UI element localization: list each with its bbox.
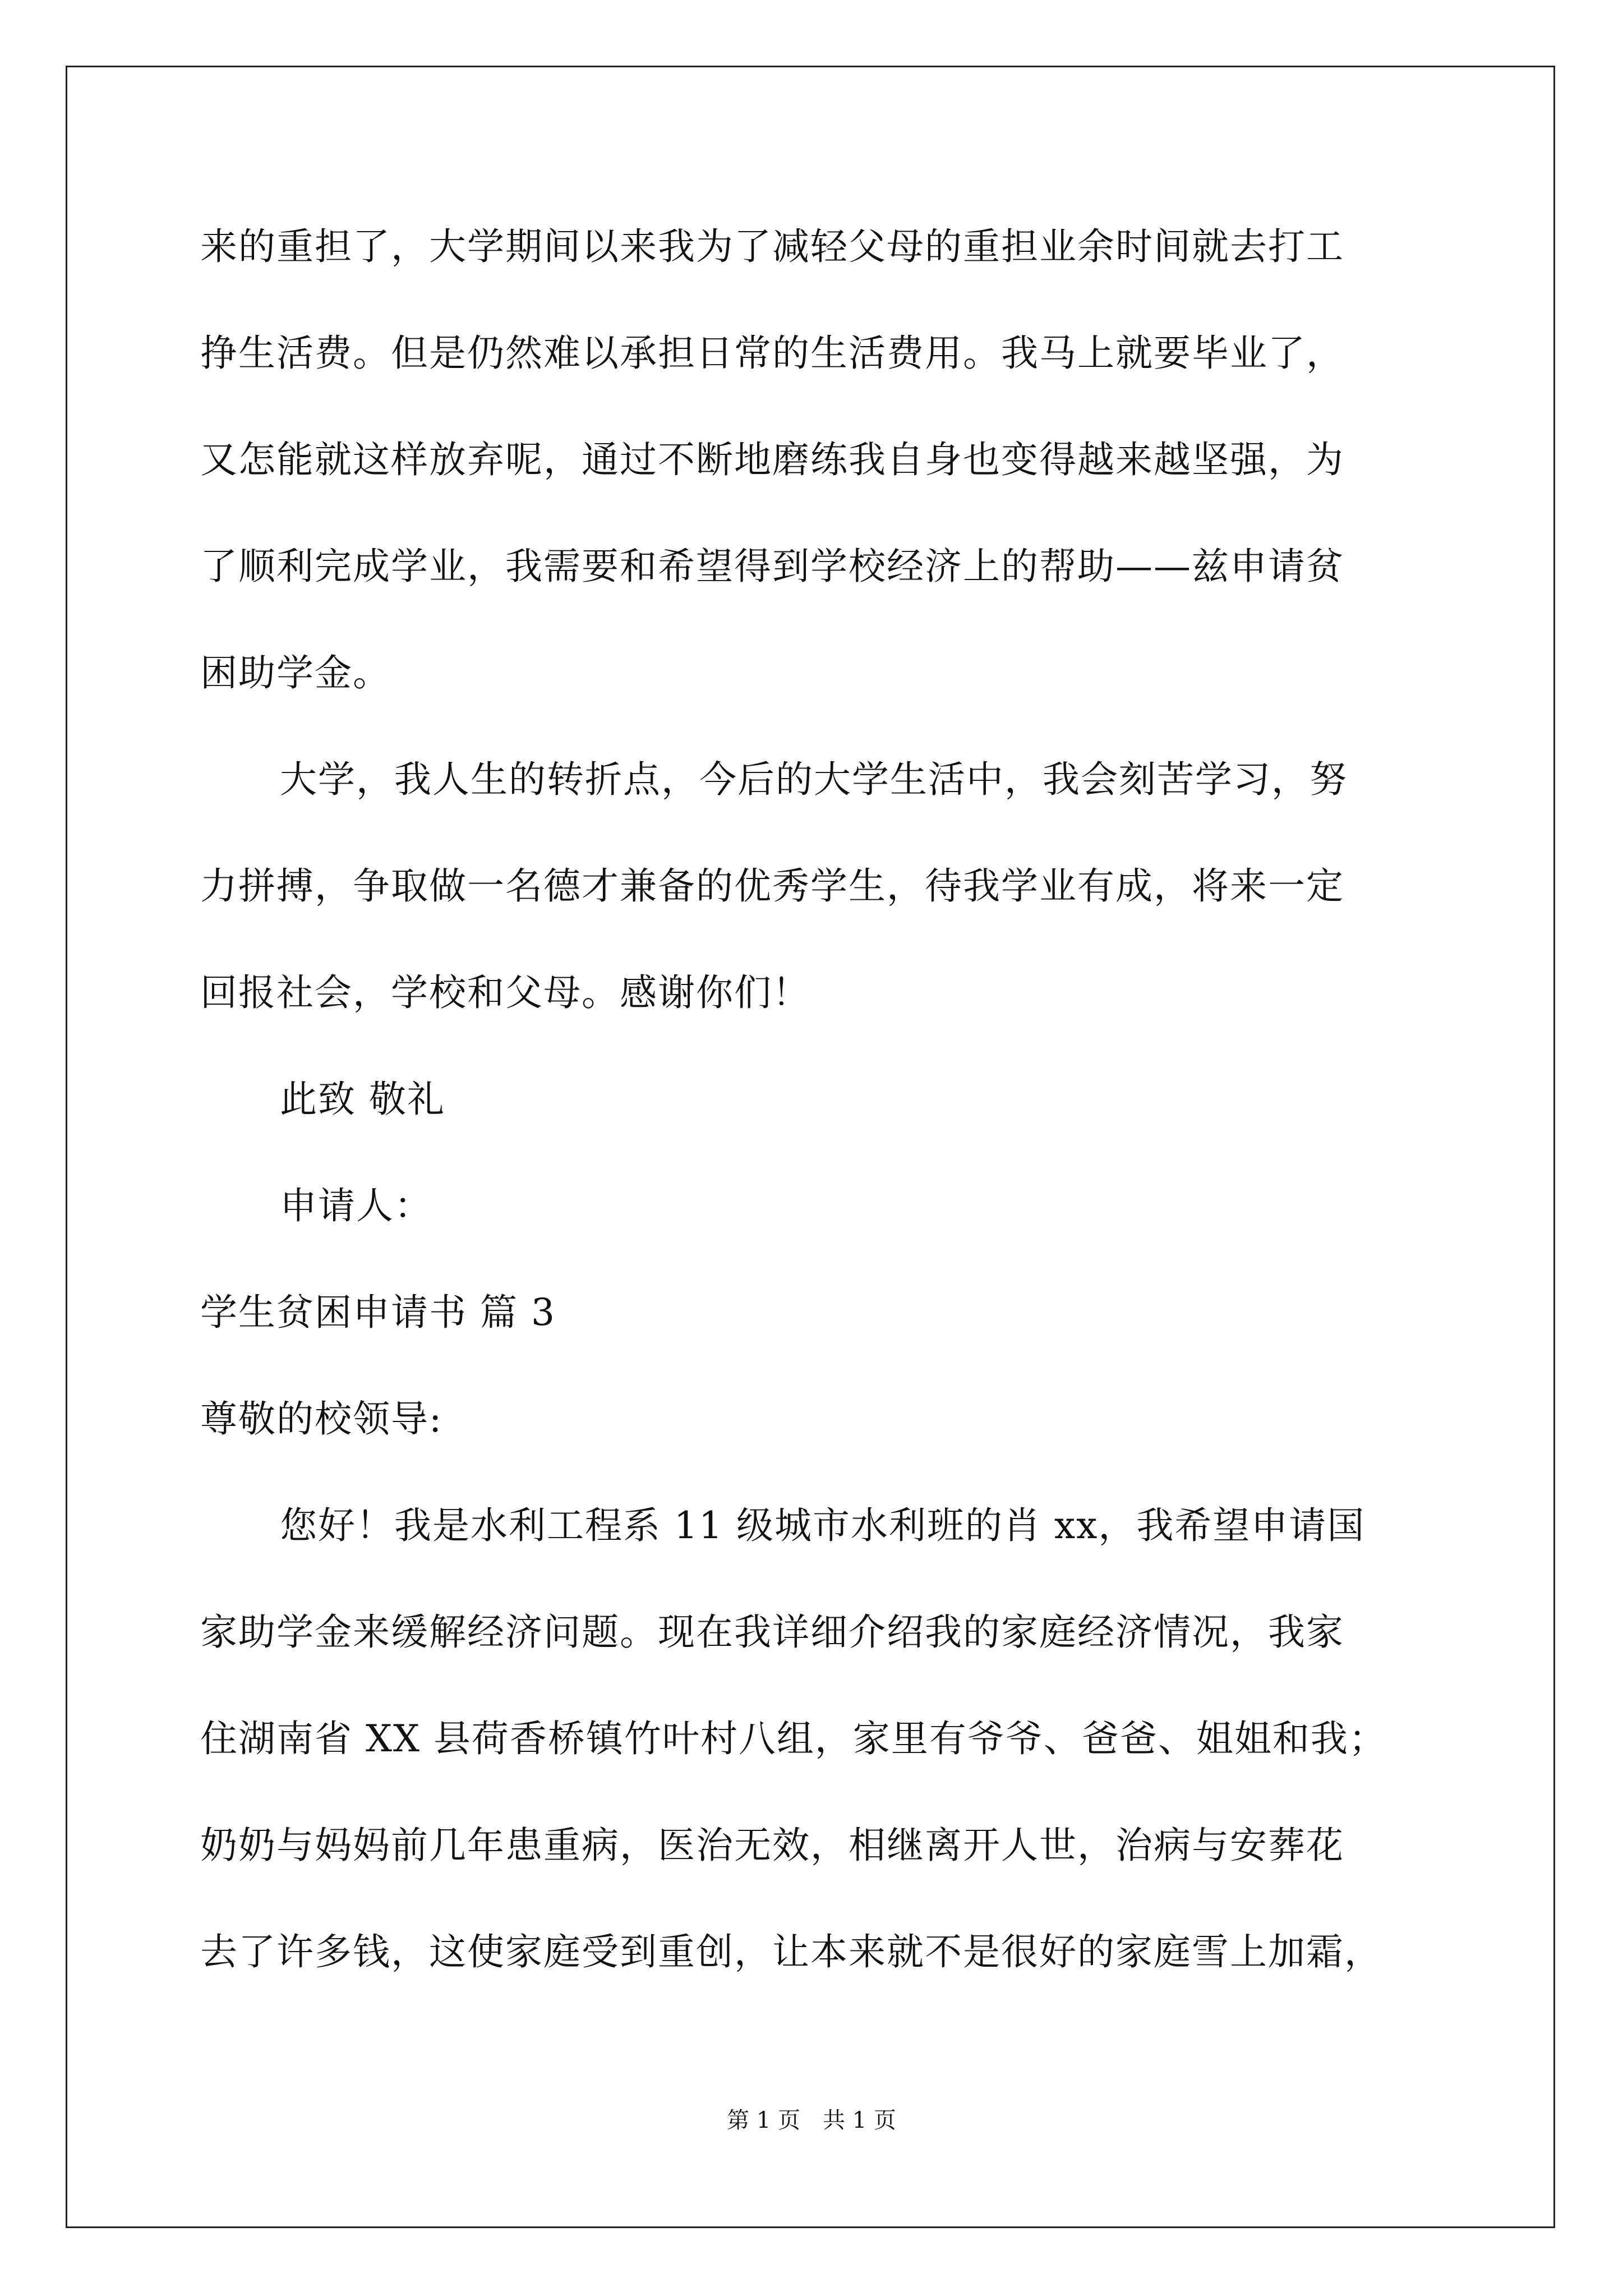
- paragraph-line: 回报社会，学校和父母。感谢你们！: [200, 971, 810, 1014]
- applicant-label: 申请人：: [280, 1184, 432, 1227]
- paragraph-line: 了顺利完成学业，我需要和希望得到学校经济上的帮助——兹申请贫: [200, 545, 1344, 588]
- paragraph-line: 奶奶与妈妈前几年患重病，医治无效，相继离开人世，治病与安葬花: [200, 1824, 1344, 1867]
- paragraph-line: 又怎能就这样放弃呢，通过不断地磨练我自身也变得越来越坚强，为: [200, 438, 1344, 481]
- paragraph-line: 去了许多钱，这使家庭受到重创，让本来就不是很好的家庭雪上加霜，: [200, 1930, 1382, 1973]
- greeting: 尊敬的校领导:: [200, 1397, 443, 1441]
- paragraph-line: 您好！我是水利工程系 11 级城市水利班的肖 xx，我希望申请国: [280, 1504, 1366, 1547]
- page-footer: 第 1 页 共 1 页: [727, 2108, 896, 2133]
- page-border: [66, 66, 1555, 2228]
- paragraph-line: 家助学金来缓解经济问题。现在我详细介绍我的家庭经济情况，我家: [200, 1611, 1344, 1654]
- section-title: 学生贫困申请书 篇 3: [200, 1291, 556, 1334]
- paragraph-line: 挣生活费。但是仍然难以承担日常的生活费用。我马上就要毕业了，: [200, 332, 1344, 375]
- paragraph-line: 来的重担了，大学期间以来我为了减轻父母的重担业余时间就去打工: [200, 225, 1344, 268]
- paragraph-line: 住湖南省 XX 县荷香桥镇竹叶村八组，家里有爷爷、爸爸、姐姐和我；: [200, 1717, 1387, 1760]
- closing-salutation: 此致 敬礼: [280, 1078, 445, 1121]
- paragraph-line: 大学，我人生的转折点，今后的大学生活中，我会刻苦学习，努: [280, 758, 1348, 801]
- paragraph-line: 困助学金。: [200, 651, 391, 694]
- paragraph-line: 力拼搏，争取做一名德才兼备的优秀学生，待我学业有成，将来一定: [200, 864, 1344, 908]
